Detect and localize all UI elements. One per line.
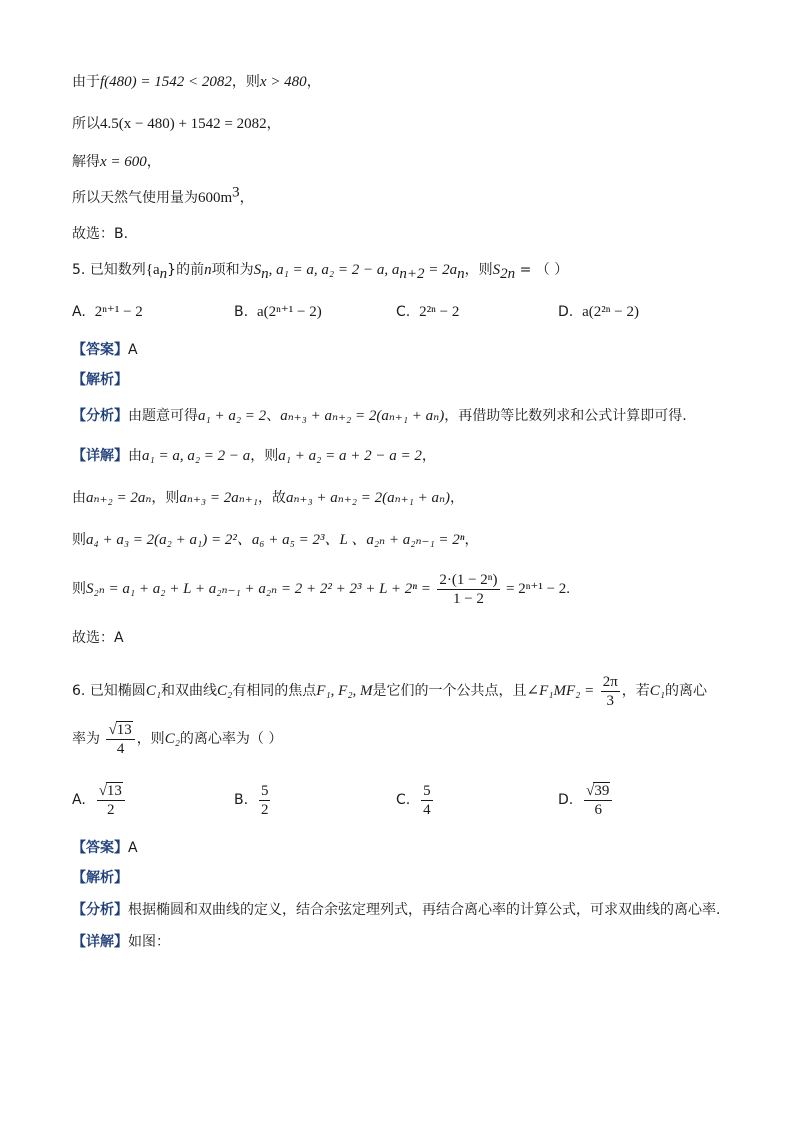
- math-sub: n+2: [399, 265, 425, 282]
- text: ，: [306, 74, 321, 90]
- math: x > 480: [259, 74, 307, 90]
- text: ，则: [250, 448, 279, 464]
- text-line: [72, 114, 281, 134]
- option-c[interactable]: [396, 780, 435, 820]
- answer-line: [72, 838, 138, 858]
- option-label: A.: [72, 792, 86, 808]
- text: ，故: [257, 490, 286, 506]
- text: 有相同的焦点: [232, 683, 317, 699]
- detail-line-4: [72, 570, 570, 608]
- detail-line-2: [72, 488, 464, 508]
- fraction-denominator: 2: [107, 801, 115, 818]
- answer-value: A: [128, 840, 138, 856]
- text-line: [72, 152, 161, 172]
- option-text: 2²ⁿ − 2: [419, 304, 460, 320]
- fenxi-tag: 【分析】: [72, 902, 128, 918]
- option-b[interactable]: [234, 780, 272, 820]
- option-d[interactable]: [558, 780, 614, 820]
- option-fraction: [259, 782, 271, 819]
- math: = 2a: [424, 262, 458, 278]
- text: ，则: [464, 262, 493, 278]
- text: ，则: [151, 490, 180, 506]
- fraction-denominator: 1 − 2: [452, 590, 484, 607]
- option-fraction: [97, 782, 125, 819]
- math: a₁ + a₂ = 2: [198, 408, 267, 424]
- option-a[interactable]: [72, 302, 143, 322]
- option-label: C.: [396, 792, 411, 808]
- option-label: B.: [234, 304, 249, 320]
- math-sub: 2n: [500, 265, 516, 282]
- math-sup: 3: [232, 184, 240, 201]
- option-c[interactable]: [396, 302, 459, 322]
- math: C₂: [164, 731, 180, 747]
- text: 率为: [72, 731, 100, 747]
- final-answer: 故选：A: [72, 630, 124, 646]
- text: ，: [421, 448, 436, 464]
- math: aₙ₊₃ = 2aₙ₊₁: [179, 490, 258, 506]
- text: 已知椭圆: [89, 683, 146, 699]
- fraction-numerator: √39: [584, 782, 612, 801]
- math: C₁: [649, 683, 665, 699]
- text: ，再借助等比数列求和公式计算即可得.: [444, 408, 687, 424]
- fraction-denominator: 2: [260, 801, 269, 818]
- math: 4.5(x − 480) + 1542 = 2082: [100, 116, 267, 132]
- text: 的离心率为（ ）: [179, 731, 283, 747]
- math: aₙ₊₃ + aₙ₊₂ = 2(aₙ₊₁ + aₙ): [285, 490, 451, 506]
- text: ，: [239, 190, 254, 206]
- option-b[interactable]: [234, 302, 322, 322]
- option-fraction: [421, 782, 433, 819]
- fenxi-line: [72, 406, 687, 426]
- fraction-numerator: 5: [260, 782, 269, 799]
- text-line: [72, 184, 254, 208]
- option-a[interactable]: [72, 780, 127, 820]
- math: S: [253, 262, 262, 278]
- fraction-numerator: √13: [97, 782, 125, 801]
- text: 由: [128, 448, 142, 464]
- text: 由于: [72, 74, 100, 90]
- text: }的前: [167, 262, 205, 278]
- option-text: 2ⁿ⁺¹ − 2: [94, 304, 143, 320]
- fenxi-line: [72, 900, 720, 920]
- text: ，若: [621, 683, 650, 699]
- text: = （ ）: [515, 262, 569, 278]
- text: 解得: [72, 154, 100, 170]
- text: 、: [266, 408, 281, 424]
- math: {a: [145, 262, 160, 278]
- fraction-numerator: 2·(1 − 2ⁿ): [439, 571, 498, 588]
- detail-tag: 【详解】: [72, 448, 128, 464]
- answer-tag: 【答案】: [72, 840, 128, 856]
- text: 则: [72, 532, 86, 548]
- fenxi-tag: 【分析】: [72, 408, 128, 424]
- math: 600m: [198, 190, 233, 206]
- option-label: D.: [558, 792, 574, 808]
- math: a₁ = a, a₂ = 2 − a, a: [276, 262, 400, 278]
- option-text: a(2²ⁿ − 2): [582, 304, 639, 320]
- fraction-numerator: 2π: [602, 673, 618, 690]
- text: 则: [72, 581, 86, 597]
- math: S₂ₙ = a₁ + a₂ + L + a₂ₙ₋₁ + a₂ₙ = 2 + 2² + 2³ + L + 2ⁿ =: [86, 581, 431, 597]
- text: 所以天然气使用量为: [72, 190, 198, 206]
- math: F₁, F₂, M: [316, 683, 373, 699]
- option-d[interactable]: [558, 302, 639, 322]
- question-number: 6.: [72, 683, 86, 699]
- math: S: [492, 262, 501, 278]
- math: n: [204, 262, 212, 278]
- detail-tag: 【详解】: [72, 934, 128, 950]
- text: ，: [146, 154, 161, 170]
- math: f(480) = 1542 < 2082: [100, 74, 232, 90]
- fraction-numerator: 5: [423, 782, 431, 799]
- text: 由: [72, 490, 86, 506]
- math: C₁: [145, 683, 162, 699]
- answer-value: A: [128, 342, 138, 358]
- text: 和双曲线: [161, 683, 218, 699]
- text: 的离心: [665, 683, 707, 699]
- text: ，则: [231, 74, 260, 90]
- sum-fraction: [437, 571, 499, 608]
- option-text: a(2ⁿ⁺¹ − 2): [256, 304, 322, 320]
- text: 如图：: [128, 934, 170, 950]
- answer-line: [72, 340, 138, 360]
- fraction-denominator: 6: [594, 801, 602, 818]
- text: ，: [450, 490, 465, 506]
- analysis-line: [72, 868, 128, 888]
- text: 所以: [72, 116, 100, 132]
- math-sub: n: [261, 265, 269, 282]
- detail-line-1: [72, 446, 436, 466]
- option-label: C.: [396, 304, 411, 320]
- text: 项和为: [211, 262, 254, 278]
- detail-line: [72, 932, 170, 952]
- fraction-numerator: √13: [106, 721, 134, 740]
- math: = 2ⁿ⁺¹ − 2.: [505, 581, 571, 597]
- answer-tag: 【答案】: [72, 342, 128, 358]
- math: C₂: [217, 683, 233, 699]
- text: 已知数列: [89, 262, 146, 278]
- question-6-stem-2: [72, 720, 282, 758]
- text: 是它们的一个公共点，且: [372, 683, 527, 699]
- text: 由题意可得: [128, 408, 198, 424]
- option-label: A.: [72, 304, 86, 320]
- analysis-tag: 【解析】: [72, 870, 128, 886]
- analysis-line: [72, 370, 128, 390]
- option-fraction: [584, 782, 612, 819]
- math: a₄ + a₃ = 2(a₂ + a₁) = 2²、a₆ + a₅ = 2³、L 、a₂ₙ + a₂ₙ₋₁ = 2ⁿ: [86, 532, 465, 548]
- math: x = 600: [100, 154, 147, 170]
- text-line: 故选：B.: [72, 226, 129, 242]
- text-line: [72, 72, 321, 92]
- fraction-denominator: 4: [116, 740, 125, 757]
- question-5-stem: 5. 已知数列$\{a_n\}$的前n项和为$S_n$, a₁ = a, a₂ = 2 − a, $a_{n+2} = 2a_n$，则$S_{2n}$ = （ ）: [72, 262, 569, 282]
- fraction-denominator: 4: [423, 801, 431, 818]
- question-number: 5.: [72, 262, 86, 278]
- detail-line-3: [72, 530, 479, 550]
- text: ，则: [136, 731, 165, 747]
- analysis-tag: 【解析】: [72, 372, 128, 388]
- math-sub: n: [159, 265, 168, 282]
- question-6-stem-1: [72, 672, 707, 710]
- text: 根据椭圆和双曲线的定义，结合余弦定理列式，再结合离心率的计算公式，可求双曲线的离心率.: [128, 902, 721, 918]
- radicand: 13: [106, 782, 122, 799]
- math: aₙ₊₂ = 2aₙ: [86, 490, 152, 506]
- angle-fraction: [601, 673, 620, 710]
- radicand: 13: [116, 721, 132, 738]
- math: a₁ + a₂ = a + 2 − a = 2: [278, 448, 422, 464]
- math-sub: n: [457, 265, 465, 282]
- radicand: 39: [594, 782, 610, 799]
- eccentricity-fraction: [106, 721, 134, 758]
- text: ，: [464, 532, 479, 548]
- math: ∠F₁MF₂ =: [526, 683, 595, 699]
- fraction-denominator: 3: [606, 692, 614, 709]
- option-label: D.: [558, 304, 574, 320]
- option-label: B.: [234, 792, 249, 808]
- text: ，: [266, 116, 281, 132]
- math: aₙ₊₃ + aₙ₊₂ = 2(aₙ₊₁ + aₙ): [280, 408, 445, 424]
- math: a₁ = a, a₂ = 2 − a: [142, 448, 251, 464]
